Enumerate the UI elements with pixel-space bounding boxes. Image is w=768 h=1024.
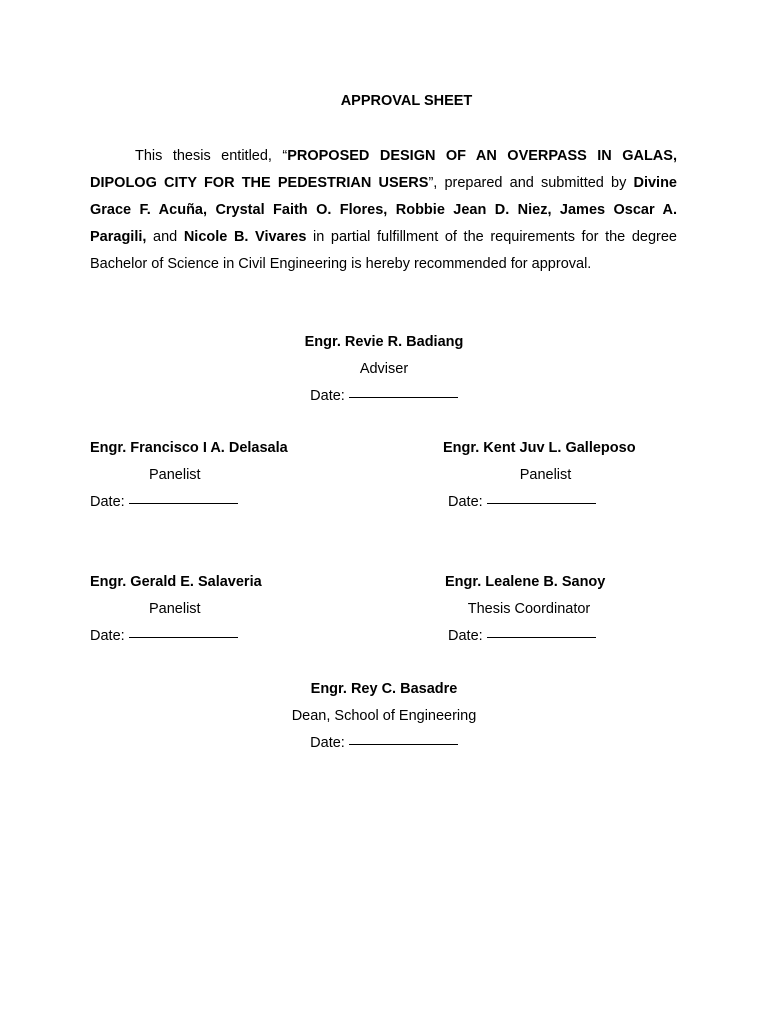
signatory-name: Engr. Rey C. Basadre [310,681,458,697]
signature-block-panelist-3 [90,569,262,650]
date-line [90,489,288,516]
signature-date-blank [487,488,596,504]
author-names: Divine Grace F. Acuña, Crystal Faith O. Flores, Robbie Jean D. Niez, James Oscar A. Paragili, [90,175,677,245]
signature-date-blank [487,622,596,638]
date-label: Date: [310,735,345,751]
date-label: Date: [310,388,345,404]
signatory-name: Engr. Lealene B. Sanoy [445,574,606,590]
date-line [443,489,648,516]
paragraph-text: in partial fulfillment of the requirements for the degree Bachelor of Science in Civil Engineering is hereby recommended for approval. [90,229,677,272]
date-line [90,623,262,650]
paragraph-text: ”, prepared and submitted by [428,175,634,191]
signature-date-blank [349,729,458,745]
date-line [0,730,768,757]
date-label: Date: [448,494,483,510]
signature-date-blank [129,488,238,504]
signatory-name: Engr. Gerald E. Salaveria [90,574,262,590]
signatory-name: Engr. Kent Juv L. Galleposo [443,440,636,456]
signatory-role: Panelist [149,467,201,483]
paragraph-text: This thesis entitled, “ [135,148,288,164]
date-line [445,623,613,650]
signatory-name: Engr. Francisco I A. Delasala [90,440,288,456]
date-line [0,383,768,410]
signature-block-panelist-2 [443,435,648,516]
author-name-last: Nicole B. Vivares [183,229,307,245]
paragraph-text: and [146,229,184,245]
signatory-role: Adviser [359,361,409,377]
date-label: Date: [90,494,125,510]
page-title: APPROVAL SHEET [340,93,473,109]
signatory-role: Dean, School of Engineering [291,708,477,724]
signature-block-dean [0,676,768,757]
signatory-role: Thesis Coordinator [467,601,591,617]
signatory-role: Panelist [149,601,201,617]
signature-block-coordinator [445,569,613,650]
signature-block-panelist-1 [90,435,288,516]
date-label: Date: [90,628,125,644]
signatory-name: Engr. Revie R. Badiang [304,334,464,350]
thesis-title: PROPOSED DESIGN OF AN OVERPASS IN GALAS, DIPOLOG CITY FOR THE PEDESTRIAN USERS [90,148,677,191]
approval-paragraph [90,143,677,278]
signature-date-blank [349,382,458,398]
signatory-role: Panelist [519,467,572,483]
signature-block-adviser [0,329,768,410]
date-label: Date: [448,628,483,644]
signature-date-blank [129,622,238,638]
